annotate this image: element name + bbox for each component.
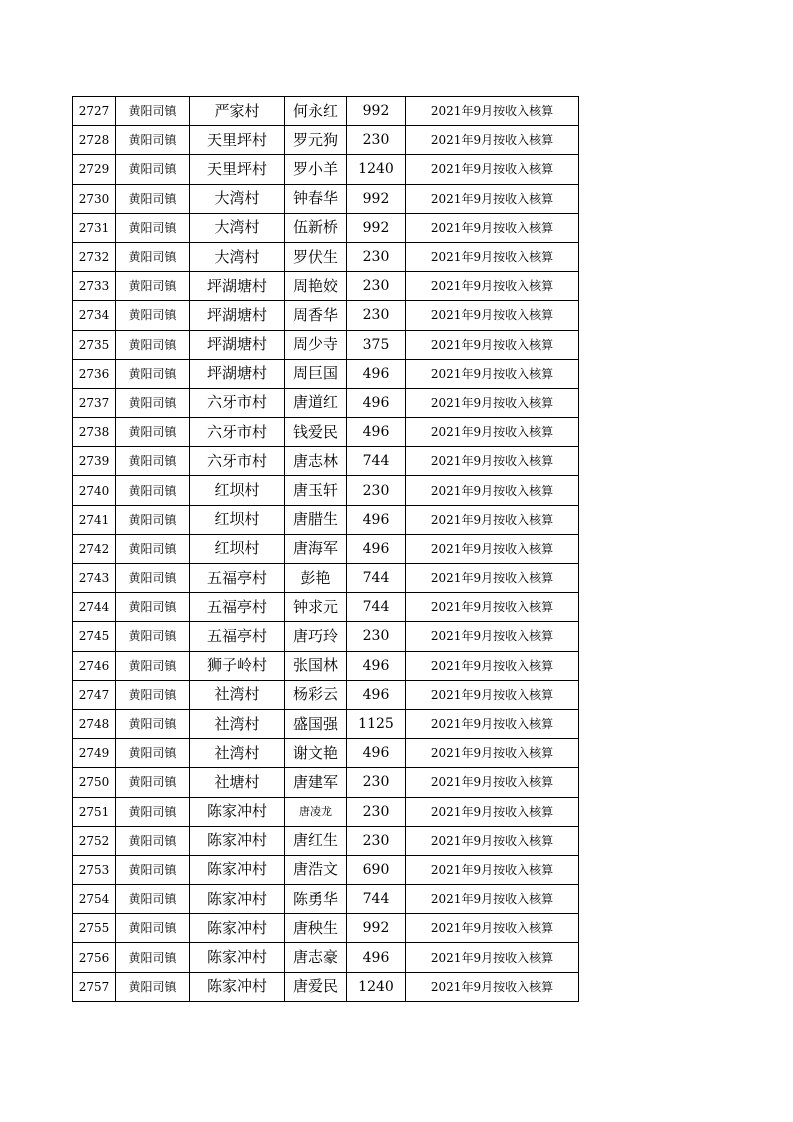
village-cell: 陈家冲村 <box>190 797 285 826</box>
name-cell: 唐巧玲 <box>285 622 347 651</box>
town-cell: 黄阳司镇 <box>116 505 190 534</box>
village-cell: 坪湖塘村 <box>190 272 285 301</box>
note-cell: 2021年9月按收入核算 <box>406 943 579 972</box>
amount-cell: 230 <box>347 826 406 855</box>
table-row <box>73 564 579 593</box>
amount-cell: 230 <box>347 797 406 826</box>
village-cell: 五福亭村 <box>190 564 285 593</box>
amount-cell: 230 <box>347 768 406 797</box>
note-cell: 2021年9月按收入核算 <box>406 680 579 709</box>
town-cell: 黄阳司镇 <box>116 651 190 680</box>
table-row <box>73 826 579 855</box>
town-cell: 黄阳司镇 <box>116 476 190 505</box>
note-cell: 2021年9月按收入核算 <box>406 914 579 943</box>
town-cell: 黄阳司镇 <box>116 272 190 301</box>
village-cell: 坪湖塘村 <box>190 301 285 330</box>
note-cell: 2021年9月按收入核算 <box>406 418 579 447</box>
name-cell: 周香华 <box>285 301 347 330</box>
data-table <box>72 96 579 1002</box>
name-cell: 盛国强 <box>285 709 347 738</box>
village-cell: 红坝村 <box>190 476 285 505</box>
row-id-cell: 2748 <box>73 709 116 738</box>
note-cell: 2021年9月按收入核算 <box>406 330 579 359</box>
table-row <box>73 680 579 709</box>
town-cell: 黄阳司镇 <box>116 330 190 359</box>
village-cell: 陈家冲村 <box>190 943 285 972</box>
name-cell: 何永红 <box>285 97 347 126</box>
amount-cell: 496 <box>347 505 406 534</box>
name-cell: 陈勇华 <box>285 885 347 914</box>
village-cell: 六牙市村 <box>190 388 285 417</box>
note-cell: 2021年9月按收入核算 <box>406 301 579 330</box>
town-cell: 黄阳司镇 <box>116 213 190 242</box>
name-cell: 张国林 <box>285 651 347 680</box>
village-cell: 五福亭村 <box>190 622 285 651</box>
row-id-cell: 2757 <box>73 972 116 1001</box>
table-row <box>73 768 579 797</box>
name-cell: 周巨国 <box>285 359 347 388</box>
village-cell: 陈家冲村 <box>190 972 285 1001</box>
note-cell: 2021年9月按收入核算 <box>406 593 579 622</box>
village-cell: 狮子岭村 <box>190 651 285 680</box>
name-cell: 唐志林 <box>285 447 347 476</box>
village-cell: 陈家冲村 <box>190 826 285 855</box>
village-cell: 六牙市村 <box>190 447 285 476</box>
table-row <box>73 126 579 155</box>
village-cell: 红坝村 <box>190 505 285 534</box>
note-cell: 2021年9月按收入核算 <box>406 97 579 126</box>
table-row <box>73 155 579 184</box>
name-cell: 唐秧生 <box>285 914 347 943</box>
village-cell: 陈家冲村 <box>190 885 285 914</box>
name-cell: 唐志豪 <box>285 943 347 972</box>
town-cell: 黄阳司镇 <box>116 680 190 709</box>
town-cell: 黄阳司镇 <box>116 797 190 826</box>
table-row <box>73 797 579 826</box>
amount-cell: 992 <box>347 97 406 126</box>
name-cell: 杨彩云 <box>285 680 347 709</box>
note-cell: 2021年9月按收入核算 <box>406 388 579 417</box>
table-row <box>73 914 579 943</box>
amount-cell: 496 <box>347 388 406 417</box>
amount-cell: 496 <box>347 418 406 447</box>
row-id-cell: 2731 <box>73 213 116 242</box>
row-id-cell: 2732 <box>73 242 116 271</box>
amount-cell: 1240 <box>347 155 406 184</box>
amount-cell: 1240 <box>347 972 406 1001</box>
town-cell: 黄阳司镇 <box>116 855 190 884</box>
amount-cell: 230 <box>347 272 406 301</box>
note-cell: 2021年9月按收入核算 <box>406 126 579 155</box>
amount-cell: 230 <box>347 476 406 505</box>
amount-cell: 992 <box>347 914 406 943</box>
amount-cell: 375 <box>347 330 406 359</box>
name-cell: 唐建军 <box>285 768 347 797</box>
name-cell: 罗伏生 <box>285 242 347 271</box>
village-cell: 社塘村 <box>190 768 285 797</box>
amount-cell: 744 <box>347 447 406 476</box>
town-cell: 黄阳司镇 <box>116 739 190 768</box>
table-row <box>73 330 579 359</box>
town-cell: 黄阳司镇 <box>116 768 190 797</box>
row-id-cell: 2755 <box>73 914 116 943</box>
amount-cell: 230 <box>347 622 406 651</box>
town-cell: 黄阳司镇 <box>116 184 190 213</box>
amount-cell: 496 <box>347 680 406 709</box>
village-cell: 社湾村 <box>190 709 285 738</box>
name-cell: 钟春华 <box>285 184 347 213</box>
name-cell: 唐浩文 <box>285 855 347 884</box>
town-cell: 黄阳司镇 <box>116 242 190 271</box>
village-cell: 大湾村 <box>190 184 285 213</box>
table-row <box>73 651 579 680</box>
row-id-cell: 2753 <box>73 855 116 884</box>
note-cell: 2021年9月按收入核算 <box>406 534 579 563</box>
row-id-cell: 2746 <box>73 651 116 680</box>
table-body <box>73 97 579 1002</box>
table-row <box>73 213 579 242</box>
row-id-cell: 2756 <box>73 943 116 972</box>
note-cell: 2021年9月按收入核算 <box>406 447 579 476</box>
amount-cell: 992 <box>347 213 406 242</box>
table-row <box>73 739 579 768</box>
name-cell: 唐红生 <box>285 826 347 855</box>
town-cell: 黄阳司镇 <box>116 709 190 738</box>
village-cell: 社湾村 <box>190 739 285 768</box>
row-id-cell: 2752 <box>73 826 116 855</box>
name-cell: 唐玉轩 <box>285 476 347 505</box>
table-row <box>73 885 579 914</box>
village-cell: 陈家冲村 <box>190 855 285 884</box>
note-cell: 2021年9月按收入核算 <box>406 972 579 1001</box>
amount-cell: 496 <box>347 534 406 563</box>
row-id-cell: 2742 <box>73 534 116 563</box>
note-cell: 2021年9月按收入核算 <box>406 797 579 826</box>
name-cell: 彭艳 <box>285 564 347 593</box>
row-id-cell: 2736 <box>73 359 116 388</box>
note-cell: 2021年9月按收入核算 <box>406 242 579 271</box>
town-cell: 黄阳司镇 <box>116 914 190 943</box>
amount-cell: 230 <box>347 242 406 271</box>
amount-cell: 744 <box>347 885 406 914</box>
table-row <box>73 709 579 738</box>
village-cell: 严家村 <box>190 97 285 126</box>
name-cell: 唐凌龙 <box>285 797 347 826</box>
town-cell: 黄阳司镇 <box>116 564 190 593</box>
row-id-cell: 2729 <box>73 155 116 184</box>
village-cell: 大湾村 <box>190 213 285 242</box>
amount-cell: 744 <box>347 564 406 593</box>
town-cell: 黄阳司镇 <box>116 301 190 330</box>
town-cell: 黄阳司镇 <box>116 943 190 972</box>
amount-cell: 496 <box>347 651 406 680</box>
table-row <box>73 505 579 534</box>
row-id-cell: 2751 <box>73 797 116 826</box>
row-id-cell: 2739 <box>73 447 116 476</box>
row-id-cell: 2749 <box>73 739 116 768</box>
table-row <box>73 622 579 651</box>
row-id-cell: 2738 <box>73 418 116 447</box>
table-row <box>73 184 579 213</box>
amount-cell: 496 <box>347 943 406 972</box>
town-cell: 黄阳司镇 <box>116 593 190 622</box>
note-cell: 2021年9月按收入核算 <box>406 505 579 534</box>
village-cell: 五福亭村 <box>190 593 285 622</box>
amount-cell: 230 <box>347 301 406 330</box>
village-cell: 红坝村 <box>190 534 285 563</box>
town-cell: 黄阳司镇 <box>116 155 190 184</box>
village-cell: 陈家冲村 <box>190 914 285 943</box>
town-cell: 黄阳司镇 <box>116 418 190 447</box>
table-row <box>73 242 579 271</box>
name-cell: 罗小羊 <box>285 155 347 184</box>
row-id-cell: 2735 <box>73 330 116 359</box>
amount-cell: 496 <box>347 359 406 388</box>
amount-cell: 690 <box>347 855 406 884</box>
note-cell: 2021年9月按收入核算 <box>406 622 579 651</box>
name-cell: 伍新桥 <box>285 213 347 242</box>
name-cell: 罗元狗 <box>285 126 347 155</box>
table-row <box>73 593 579 622</box>
row-id-cell: 2728 <box>73 126 116 155</box>
name-cell: 周艳姣 <box>285 272 347 301</box>
amount-cell: 1125 <box>347 709 406 738</box>
table-row <box>73 272 579 301</box>
village-cell: 大湾村 <box>190 242 285 271</box>
name-cell: 周少寺 <box>285 330 347 359</box>
village-cell: 社湾村 <box>190 680 285 709</box>
town-cell: 黄阳司镇 <box>116 534 190 563</box>
village-cell: 坪湖塘村 <box>190 330 285 359</box>
amount-cell: 744 <box>347 593 406 622</box>
row-id-cell: 2743 <box>73 564 116 593</box>
row-id-cell: 2741 <box>73 505 116 534</box>
row-id-cell: 2737 <box>73 388 116 417</box>
table-row <box>73 359 579 388</box>
town-cell: 黄阳司镇 <box>116 622 190 651</box>
row-id-cell: 2744 <box>73 593 116 622</box>
note-cell: 2021年9月按收入核算 <box>406 476 579 505</box>
note-cell: 2021年9月按收入核算 <box>406 564 579 593</box>
town-cell: 黄阳司镇 <box>116 826 190 855</box>
town-cell: 黄阳司镇 <box>116 388 190 417</box>
table-row <box>73 388 579 417</box>
row-id-cell: 2747 <box>73 680 116 709</box>
note-cell: 2021年9月按收入核算 <box>406 184 579 213</box>
town-cell: 黄阳司镇 <box>116 97 190 126</box>
name-cell: 唐海军 <box>285 534 347 563</box>
table-row <box>73 97 579 126</box>
note-cell: 2021年9月按收入核算 <box>406 885 579 914</box>
name-cell: 钱爱民 <box>285 418 347 447</box>
note-cell: 2021年9月按收入核算 <box>406 155 579 184</box>
note-cell: 2021年9月按收入核算 <box>406 826 579 855</box>
row-id-cell: 2734 <box>73 301 116 330</box>
table-row <box>73 447 579 476</box>
amount-cell: 992 <box>347 184 406 213</box>
note-cell: 2021年9月按收入核算 <box>406 739 579 768</box>
town-cell: 黄阳司镇 <box>116 447 190 476</box>
table-row <box>73 855 579 884</box>
row-id-cell: 2750 <box>73 768 116 797</box>
table-row <box>73 943 579 972</box>
note-cell: 2021年9月按收入核算 <box>406 651 579 680</box>
note-cell: 2021年9月按收入核算 <box>406 272 579 301</box>
town-cell: 黄阳司镇 <box>116 126 190 155</box>
village-cell: 天里坪村 <box>190 155 285 184</box>
note-cell: 2021年9月按收入核算 <box>406 709 579 738</box>
table-row <box>73 301 579 330</box>
note-cell: 2021年9月按收入核算 <box>406 213 579 242</box>
table-row <box>73 476 579 505</box>
town-cell: 黄阳司镇 <box>116 972 190 1001</box>
name-cell: 唐腊生 <box>285 505 347 534</box>
name-cell: 唐道红 <box>285 388 347 417</box>
table-row <box>73 418 579 447</box>
village-cell: 坪湖塘村 <box>190 359 285 388</box>
village-cell: 天里坪村 <box>190 126 285 155</box>
village-cell: 六牙市村 <box>190 418 285 447</box>
amount-cell: 230 <box>347 126 406 155</box>
note-cell: 2021年9月按收入核算 <box>406 855 579 884</box>
row-id-cell: 2740 <box>73 476 116 505</box>
town-cell: 黄阳司镇 <box>116 885 190 914</box>
row-id-cell: 2730 <box>73 184 116 213</box>
table-row <box>73 972 579 1001</box>
town-cell: 黄阳司镇 <box>116 359 190 388</box>
amount-cell: 496 <box>347 739 406 768</box>
table-row <box>73 534 579 563</box>
row-id-cell: 2754 <box>73 885 116 914</box>
row-id-cell: 2745 <box>73 622 116 651</box>
name-cell: 谢文艳 <box>285 739 347 768</box>
name-cell: 钟求元 <box>285 593 347 622</box>
note-cell: 2021年9月按收入核算 <box>406 359 579 388</box>
row-id-cell: 2733 <box>73 272 116 301</box>
name-cell: 唐爱民 <box>285 972 347 1001</box>
note-cell: 2021年9月按收入核算 <box>406 768 579 797</box>
row-id-cell: 2727 <box>73 97 116 126</box>
